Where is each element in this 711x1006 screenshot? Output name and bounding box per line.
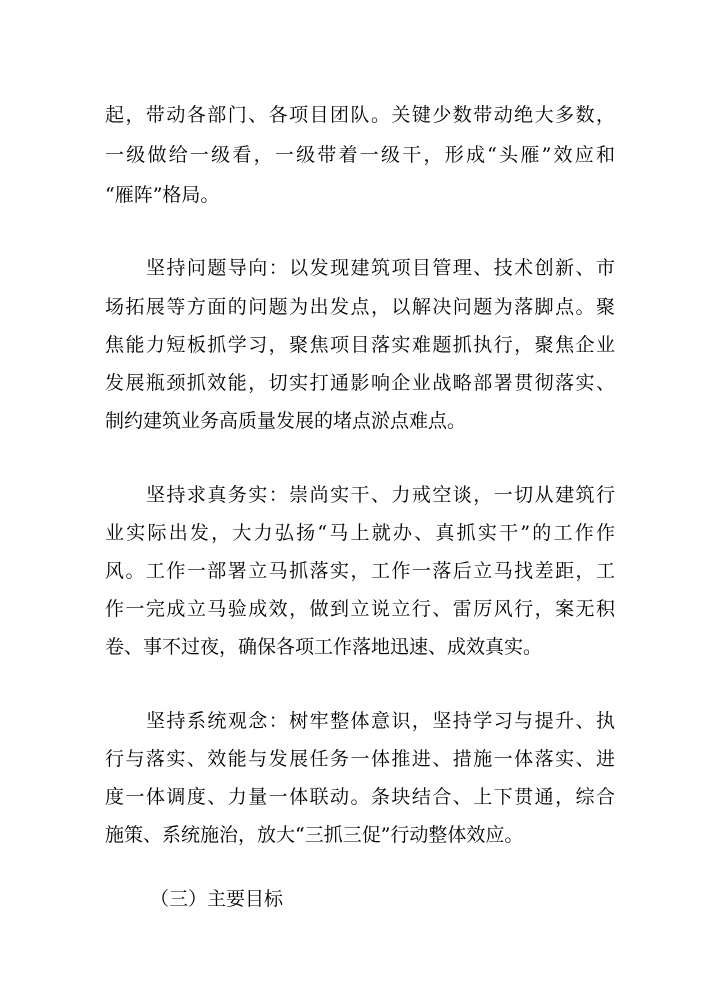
section-heading: （三）主要目标	[150, 888, 284, 910]
paragraph-line: 作一完成立马验成效，做到立说立行、雷厉风行，案无积	[105, 598, 615, 620]
paragraph-line: 发展瓶颈抓效能，切实打通影响企业战略部署贯彻落实、	[105, 372, 615, 394]
paragraph-line: 业实际出发，大力弘扬“马上就办、真抓实干”的工作作	[105, 522, 615, 544]
paragraph-line: 施策、系统施治，放大“三抓三促”行动整体效应。	[105, 824, 524, 846]
paragraph-line: 坚持求真务实：崇尚实干、力戒空谈，一切从建筑行	[146, 484, 615, 506]
paragraph-line: 场拓展等方面的问题为出发点，以解决问题为落脚点。聚	[105, 296, 615, 318]
paragraph-line: 制约建筑业务高质量发展的堵点淤点难点。	[105, 410, 467, 432]
paragraph-line: “雁阵”格局。	[105, 184, 220, 206]
paragraph-line: 卷、事不过夜，确保各项工作落地迅速、成效真实。	[105, 636, 543, 658]
paragraph-line: 起，带动各部门、各项目团队。关键少数带动绝大多数，	[105, 104, 615, 126]
paragraph-line: 一级做给一级看，一级带着一级干，形成“头雁”效应和	[105, 144, 615, 166]
paragraph-line: 坚持系统观念：树牢整体意识，坚持学习与提升、执	[146, 710, 615, 732]
paragraph-line: 度一体调度、力量一体联动。条块结合、上下贯通，综合	[105, 786, 615, 808]
paragraph-line: 焦能力短板抓学习，聚焦项目落实难题抓执行，聚焦企业	[105, 334, 615, 356]
paragraph-line: 行与落实、效能与发展任务一体推进、措施一体落实、进	[105, 748, 615, 770]
paragraph-line: 坚持问题导向：以发现建筑项目管理、技术创新、市	[146, 257, 615, 279]
paragraph-line: 风。工作一部署立马抓落实，工作一落后立马找差距，工	[105, 560, 615, 582]
